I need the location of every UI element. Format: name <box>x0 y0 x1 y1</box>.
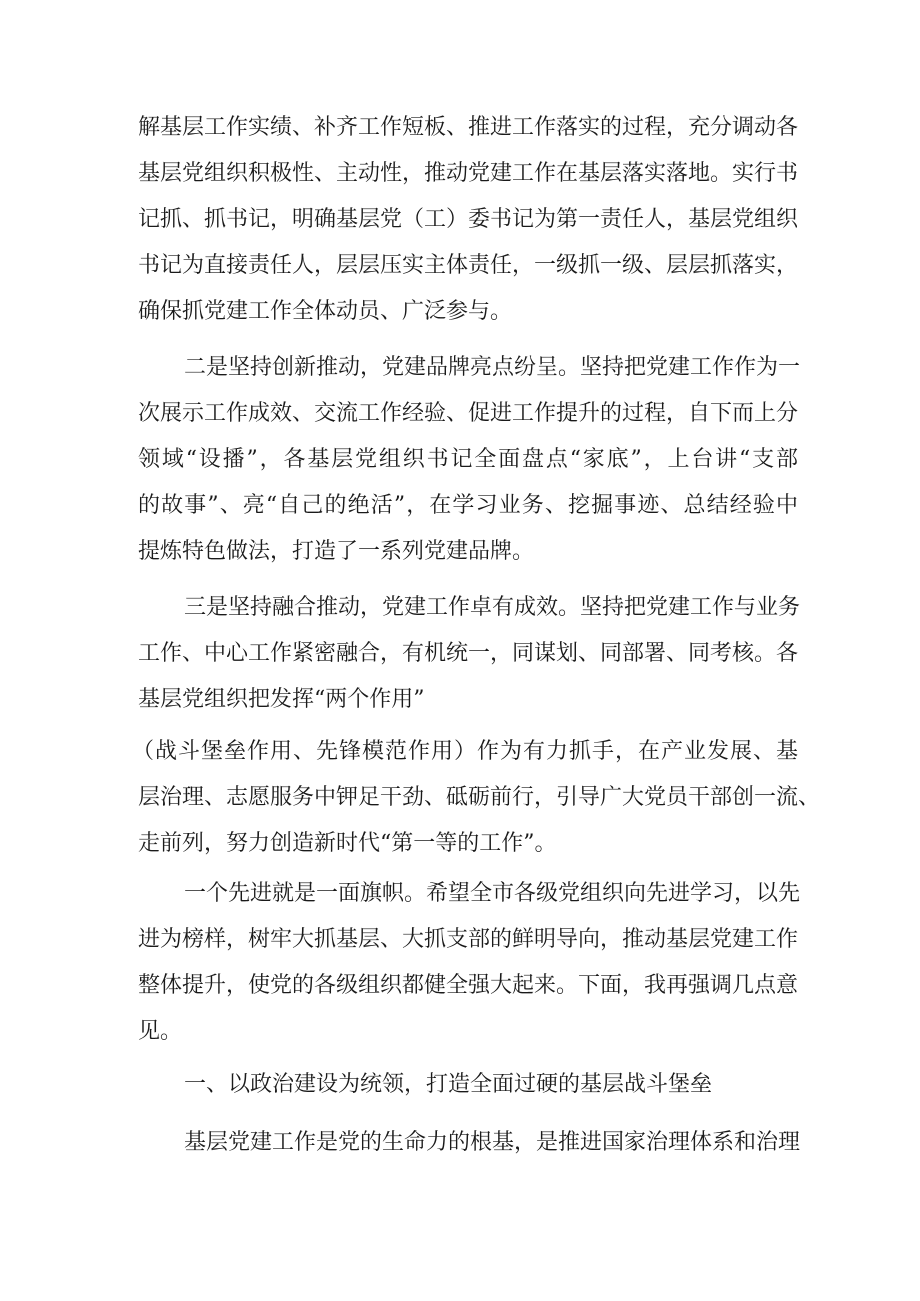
text-line: 二是坚持创新推动，党建品牌亮点纷呈。坚持把党建工作作为一 <box>184 355 801 380</box>
text-line: 基层党组织积极性、主动性，推动党建工作在基层落实落地。实行书 <box>138 161 799 186</box>
text-line: 书记为直接责任人，层层压实主体责任，一级抓一级、层层抓落实， <box>138 253 799 278</box>
paragraph <box>138 345 801 575</box>
paragraph <box>138 1120 801 1166</box>
text-line: 解基层工作实绩、补齐工作短板、推进工作落实的过程，充分调动各 <box>138 115 799 140</box>
heading-text: 一、以政治建设为统领，打造全面过硬的基层战斗堡垒 <box>184 1072 713 1097</box>
text-line: 工作、中心工作紧密融合，有机统一，同谋划、同部署、同考核。各 <box>138 641 799 666</box>
section-heading <box>138 1062 798 1108</box>
text-line: （战斗堡垒作用、先锋模范作用）作为有力抓手，在产业发展、基 <box>132 739 798 764</box>
text-line: 整体提升，使党的各级组织都健全强大起来。下面，我再强调几点意 <box>138 973 799 998</box>
text-line: 确保抓党建工作全体动员、广泛参与。 <box>138 299 513 324</box>
text-line: 基层党组织把发挥“两个作用” <box>138 687 425 712</box>
text-line: 提炼特色做法，打造了一系列党建品牌。 <box>138 539 535 564</box>
paragraph <box>138 105 798 335</box>
text-line: 三是坚持融合推动，党建工作卓有成效。坚持把党建工作与业务 <box>184 595 801 620</box>
paragraph <box>138 585 801 723</box>
paragraph <box>138 871 801 1055</box>
paragraph <box>132 729 821 867</box>
text-line: 次展示工作成效、交流工作经验、促进工作提升的过程，自下而上分 <box>138 401 799 426</box>
text-line: 层治理、志愿服务中钾足干劲、砥砺前行，引导广大党员干部创一流、 <box>138 785 821 810</box>
text-line: 进为榜样，树牢大抓基层、大抓支部的鲜明导向，推动基层党建工作 <box>138 927 799 952</box>
text-line: 基层党建工作是党的生命力的根基，是推进国家治理体系和治理 <box>184 1130 801 1155</box>
text-line: 领域“设播”，各基层党组织书记全面盘点“家底”，上台讲“支部 <box>138 447 798 472</box>
text-line: 见。 <box>138 1019 183 1044</box>
text-line: 走前列，努力创造新时代“第一等的工作”。 <box>138 831 557 856</box>
text-line: 的故事”、亮“自己的绝活”，在学习业务、挖掘事迹、总结经验中 <box>138 493 798 518</box>
text-line: 记抓、抓书记，明确基层党（工）委书记为第一责任人，基层党组织 <box>138 207 799 232</box>
text-line: 一个先进就是一面旗帜。希望全市各级党组织向先进学习，以先 <box>184 881 801 906</box>
